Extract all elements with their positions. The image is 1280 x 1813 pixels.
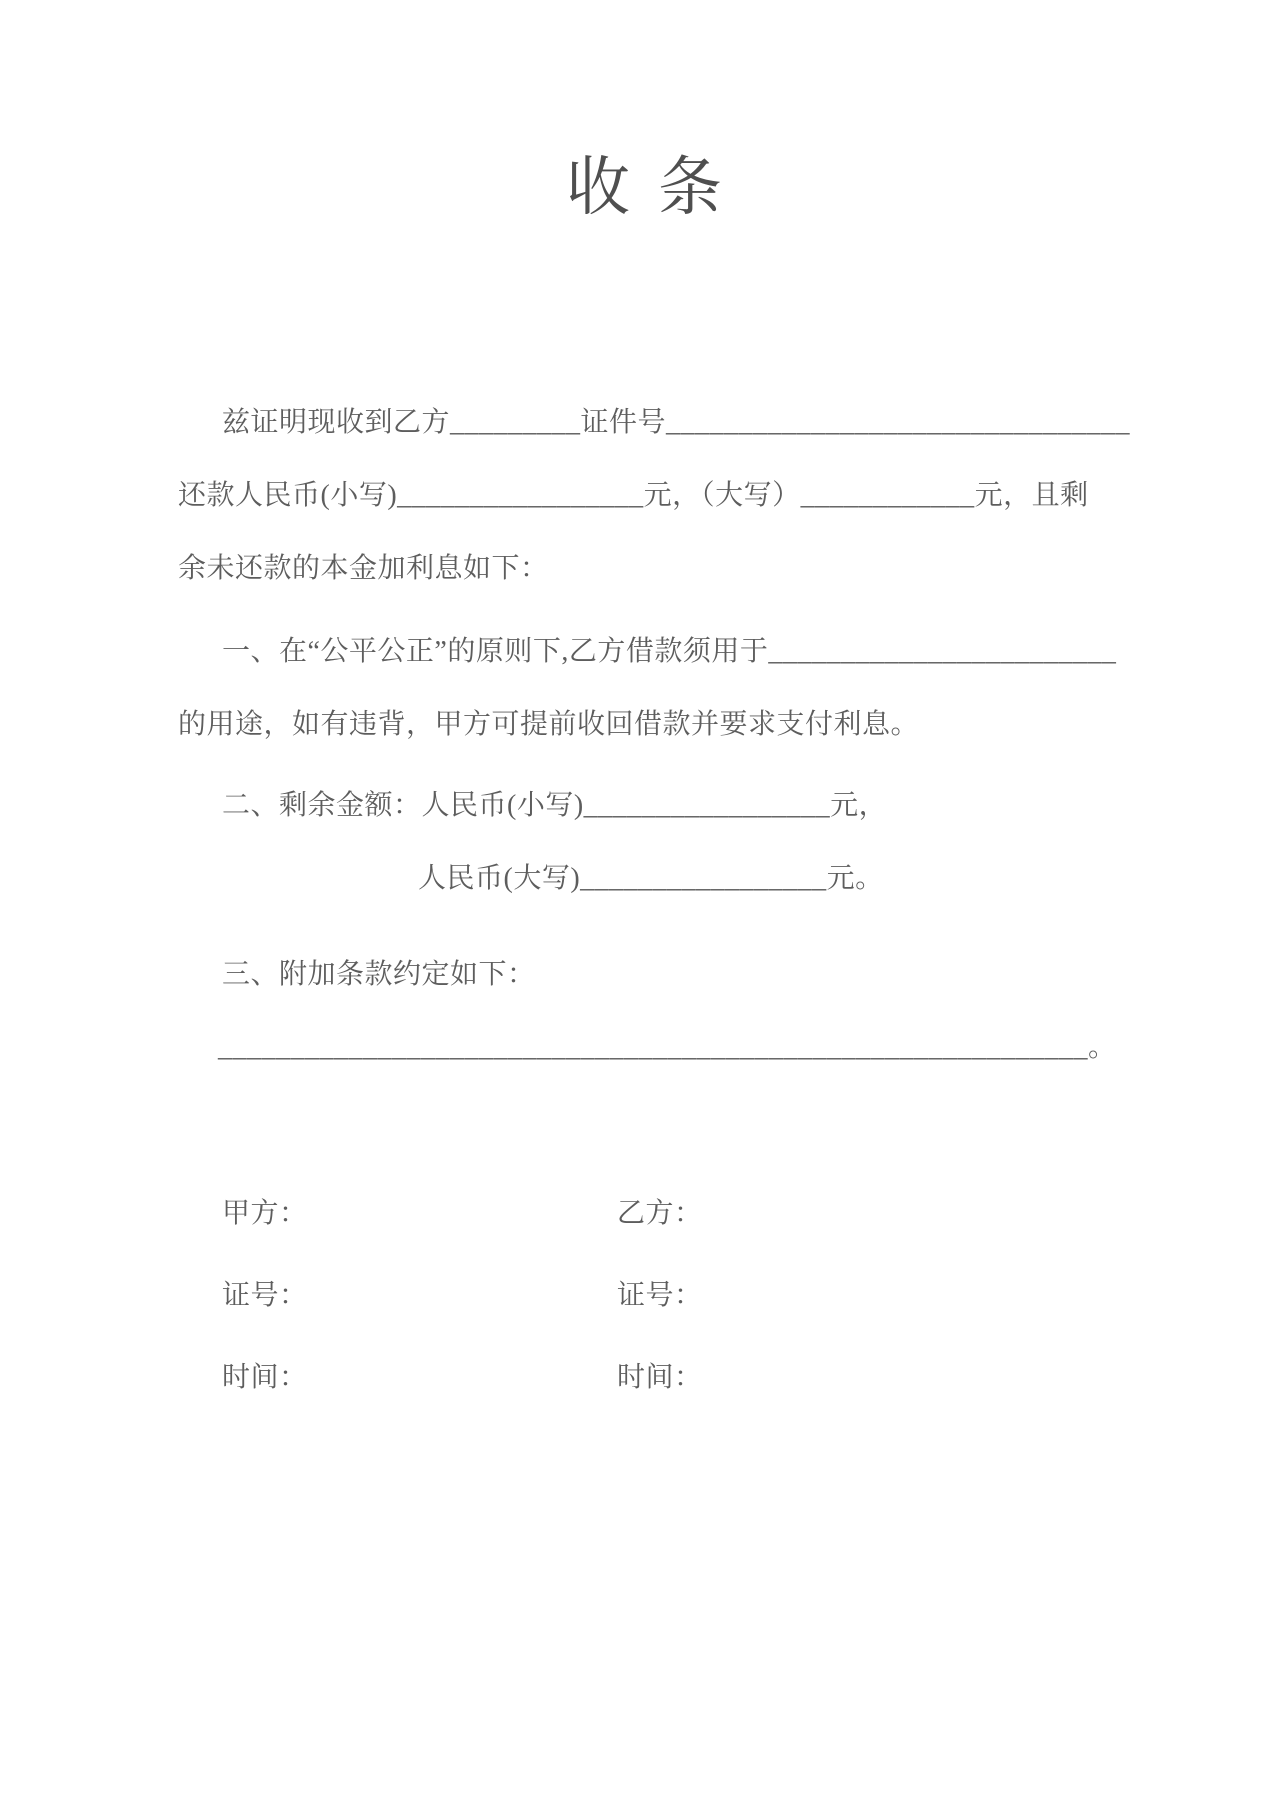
clause-2-line-amount-lowercase: 二、剩余金额：人民币(小写)_________________元， xyxy=(222,790,888,821)
intro-line-repayment-amount: 还款人民币(小写)_________________元，（大写）____________元，且剩 xyxy=(178,480,1089,511)
signature-row-id xyxy=(178,1255,1110,1337)
signature-block xyxy=(178,1173,1110,1419)
signature-row-date xyxy=(178,1337,1110,1419)
clause-2-line-amount-uppercase: 人民币(大写)_________________元。 xyxy=(418,863,884,894)
party-a-label: 甲方： xyxy=(222,1198,308,1229)
party-a-id-label: 证号： xyxy=(222,1280,308,1311)
clause-3-heading: 三、附加条款约定如下： xyxy=(222,959,536,990)
clause-2-remaining-amount xyxy=(178,769,1110,915)
clause-3-additional-terms xyxy=(178,938,1117,1084)
intro-line-remaining-principal: 余未还款的本金加利息如下： xyxy=(178,553,549,584)
clause-3-blank-line: ____________________________________________________________。 xyxy=(218,1032,1117,1063)
party-b-id-label: 证号： xyxy=(617,1280,703,1311)
document-title: 收条 xyxy=(566,152,750,223)
clause-1-line-1: 一、在“公平公正”的原则下,乙方借款须用于________________________ xyxy=(222,636,1117,667)
clause-1-loan-purpose xyxy=(178,615,1117,761)
intro-line-received-from-party-b: 兹证明现收到乙方_________证件号________________________________ xyxy=(222,407,1131,438)
intro-paragraph xyxy=(178,386,1131,605)
clause-1-line-2: 的用途，如有违背，甲方可提前收回借款并要求支付利息。 xyxy=(178,709,920,740)
party-a-date-label: 时间： xyxy=(222,1362,308,1393)
party-b-date-label: 时间： xyxy=(617,1362,703,1393)
signature-row-party xyxy=(178,1173,1110,1255)
document-body xyxy=(178,386,1131,1084)
party-b-label: 乙方： xyxy=(617,1198,703,1229)
